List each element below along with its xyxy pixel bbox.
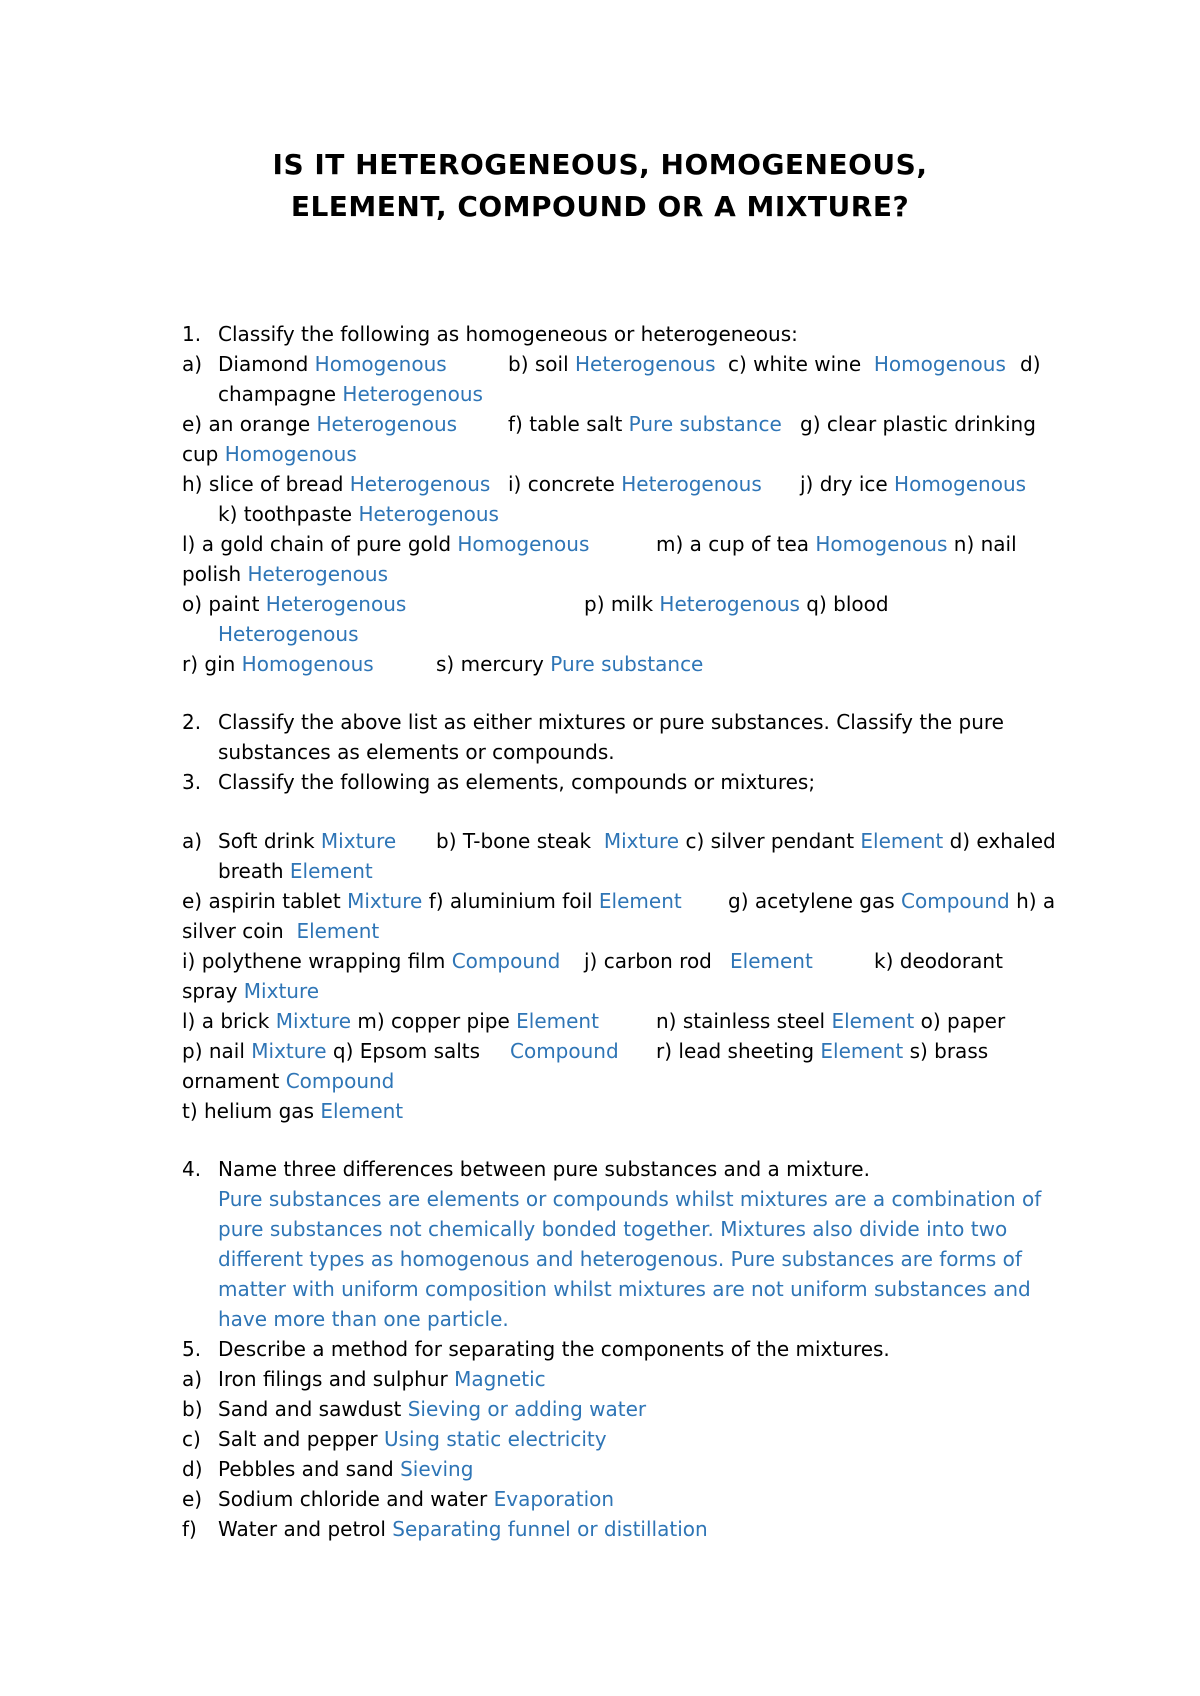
q1-item-d-cont: champagne Heterogenous [218,382,483,406]
q1-item-h: h) slice of bread Heterogenous [182,472,491,496]
q1-item-k: k) toothpaste Heterogenous [218,502,499,526]
q3-item-i: i) polythene wrapping film Compound [182,949,561,973]
q5-item: e) Sodium chloride and water Evaporation [182,1487,615,1511]
q1-item-g-cont: cup Homogenous [182,442,357,466]
q1-item-q: Heterogenous [218,622,359,646]
q3-item-a: a) Soft drink Mixture [182,829,397,853]
q3-number: 3. [182,770,202,794]
q5-item: a) Iron filings and sulphur Magnetic [182,1367,546,1391]
q2-line-2: substances as elements or compounds. [218,740,615,764]
q3-item-b: b) T-bone steak Mixture c) silver pendant Element d) exhaled [436,829,1056,853]
q1-item-c: c) white wine Homogenous [728,352,1006,376]
q3-item-j-ans: Element [730,949,813,973]
q3-item-t: t) helium gas Element [182,1099,404,1123]
q4-prompt: 4. Name three differences between pure substances and a mixture. [182,1157,870,1181]
q5-item: c) Salt and pepper Using static electricity [182,1427,607,1451]
q1-item-p: p) milk Heterogenous q) blood [584,592,889,616]
q5-item: b) Sand and sawdust Sieving or adding water [182,1397,647,1421]
q5-item: d) Pebbles and sand Sieving [182,1457,474,1481]
q3-item-l: l) a brick Mixture m) copper pipe Element [182,1009,599,1033]
q1-item-l: l) a gold chain of pure gold Homogenous [182,532,590,556]
q1-item-f: f) table salt Pure substance [508,412,782,436]
q3-item-e: e) aspirin tablet Mixture f) aluminium foil Element [182,889,682,913]
q3-item-n: n) stainless steel Element o) paper [656,1009,1006,1033]
title-line-1: IS IT HETEROGENEOUS, HOMOGENEOUS, [272,148,928,181]
q4-answer-line: different types as homogenous and heterogenous. Pure substances are forms of [218,1247,1022,1271]
q1-item-n: polish Heterogenous [182,562,389,586]
q4-answer-line: have more than one particle. [218,1307,509,1331]
q1-item-m: m) a cup of tea Homogenous n) nail [656,532,1017,556]
q3-prompt: 3. Classify the following as elements, compounds or mixtures; [182,770,816,794]
q4-answer-line: Pure substances are elements or compounds whilst mixtures are a combination of [218,1187,1042,1211]
q3-item-g: g) acetylene gas Compound h) a [728,889,1056,913]
q1-item-s: s) mercury Pure substance [436,652,704,676]
q1-item-b: b) soil Heterogenous [508,352,716,376]
q5-item: f) Water and petrol Separating funnel or distillation [182,1517,708,1541]
q1-number: 1. [182,322,202,346]
q1-item-d: d) [1020,352,1041,376]
q4-answer-line: pure substances not chemically bonded together. Mixtures also divide into two [218,1217,1008,1241]
q1-item-r: r) gin Homogenous [182,652,374,676]
q4-answer-line: matter with uniform composition whilst mixtures are not uniform substances and [218,1277,1031,1301]
q4-number: 4. [182,1157,202,1181]
q3-item-p: p) nail Mixture q) Epsom salts [182,1039,481,1063]
q1-item-j: j) dry ice Homogenous [800,472,1027,496]
q3-item-k-cont: spray Mixture [182,979,320,1003]
title-line-2: ELEMENT, COMPOUND OR A MIXTURE? [290,190,910,223]
q5-prompt: 5. Describe a method for separating the components of the mixtures. [182,1337,890,1361]
q3-item-s-cont: ornament Compound [182,1069,395,1093]
q3-item-h-cont: silver coin Element [182,919,380,943]
q3-item-k: k) deodorant [874,949,1003,973]
q3-item-j: j) carbon rod [584,949,712,973]
q1-item-o: o) paint Heterogenous [182,592,407,616]
q1-item-g: g) clear plastic drinking [800,412,1036,436]
q1-item-a: a) Diamond Homogenous [182,352,447,376]
q2-line-1: 2. Classify the above list as either mixtures or pure substances. Classify the pure [182,710,1004,734]
q3-item-d-cont: breath Element [218,859,373,883]
q1-item-i: i) concrete Heterogenous [508,472,762,496]
q3-item-r: r) lead sheeting Element s) brass [656,1039,989,1063]
q2-number: 2. [182,710,202,734]
q3-item-q-ans: Compound [510,1039,619,1063]
q1-prompt: 1. Classify the following as homogeneous or heterogeneous: [182,322,798,346]
q5-number: 5. [182,1337,202,1361]
q1-item-e: e) an orange Heterogenous [182,412,458,436]
